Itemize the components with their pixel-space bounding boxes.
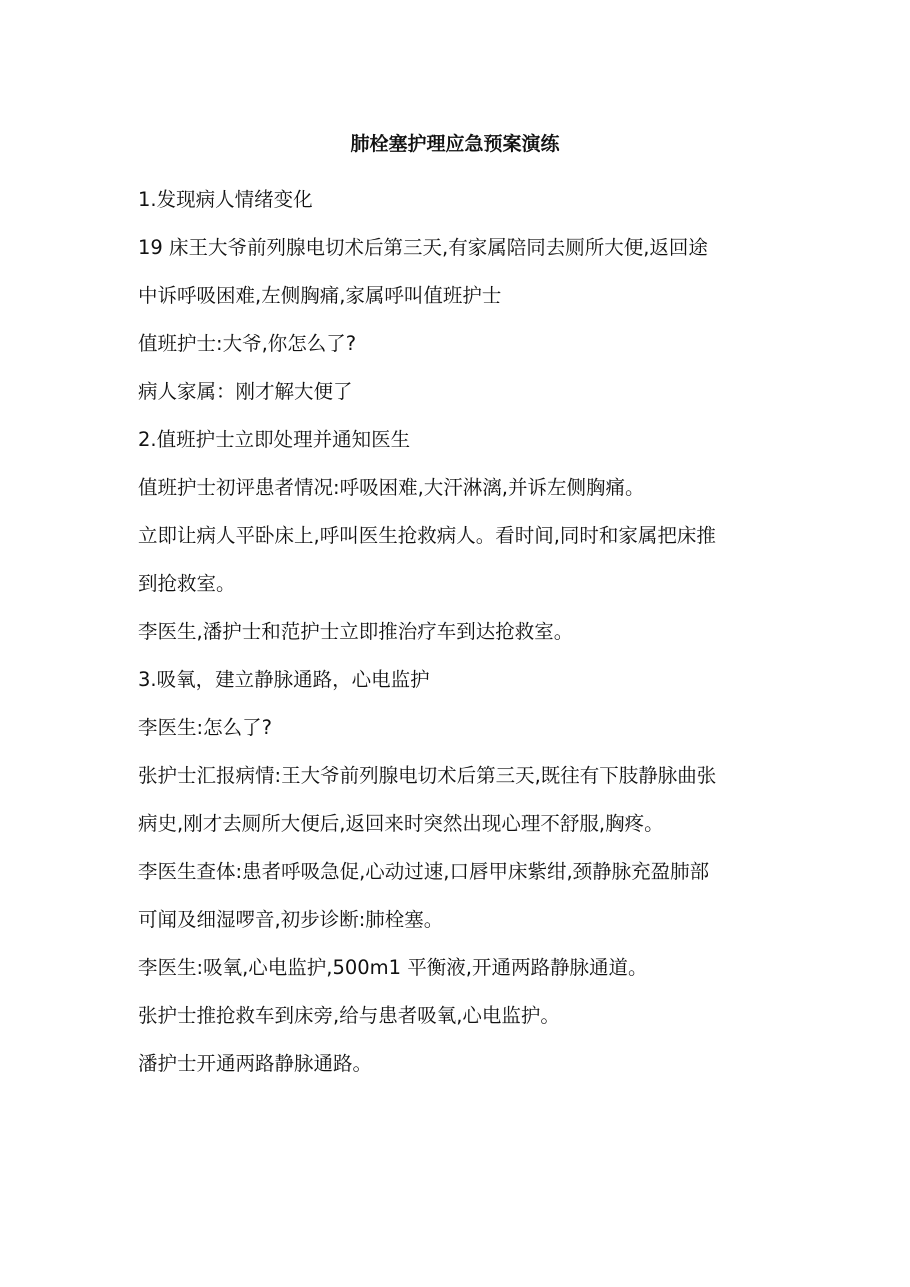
paragraph-line: 中诉呼吸困难,左侧胸痛,家属呼叫值班护士 xyxy=(138,284,502,307)
paragraph-line: 李医生查体:患者呼吸急促,心动过速,口唇甲床紫绀,颈静脉充盈肺部 xyxy=(138,860,710,883)
paragraph-line: 值班护士初评患者情况:呼吸困难,大汗淋漓,并诉左侧胸痛。 xyxy=(138,476,645,499)
dialogue-line: 病人家属：刚才解大便了 xyxy=(138,380,353,403)
dialogue-line: 值班护士:大爷,你怎么了? xyxy=(138,332,357,355)
dialogue-line: 李医生:怎么了? xyxy=(138,716,272,739)
paragraph-line: 张护士推抢救车到床旁,给与患者吸氧,心电监护。 xyxy=(138,1004,560,1027)
section-heading-3: 3.吸氧，建立静脉通路，心电监护 xyxy=(138,668,430,691)
document-body xyxy=(138,176,778,1088)
paragraph-line: 张护士汇报病情:王大爷前列腺电切术后第三天,既往有下肢静脉曲张 xyxy=(138,764,717,787)
paragraph-line: 潘护士开通两路静脉通路。 xyxy=(138,1052,373,1075)
paragraph-line: 到抢救室。 xyxy=(138,572,236,595)
section-heading-1: 1.发现病人情绪变化 xyxy=(138,188,313,211)
dialogue-line: 李医生:吸氧,心电监护,500m1 平衡液,开通两路静脉通道。 xyxy=(138,956,648,979)
paragraph-line: 19 床王大爷前列腺电切术后第三天,有家属陪同去厕所大便,返回途 xyxy=(138,236,708,259)
section-heading-2: 2.值班护士立即处理并通知医生 xyxy=(138,428,411,451)
paragraph-line: 病史,刚才去厕所大便后,返回来时突然出现心理不舒服,胸疼。 xyxy=(138,812,664,835)
document-title: 肺栓塞护理应急预案演练 xyxy=(350,133,560,155)
paragraph-line: 可闻及细湿啰音,初步诊断:肺栓塞。 xyxy=(138,908,444,931)
paragraph-line: 李医生,潘护士和范护士立即推治疗车到达抢救室。 xyxy=(138,620,574,643)
paragraph-line: 立即让病人平卧床上,呼叫医生抢救病人。看时间,同时和家属把床推 xyxy=(138,524,716,547)
